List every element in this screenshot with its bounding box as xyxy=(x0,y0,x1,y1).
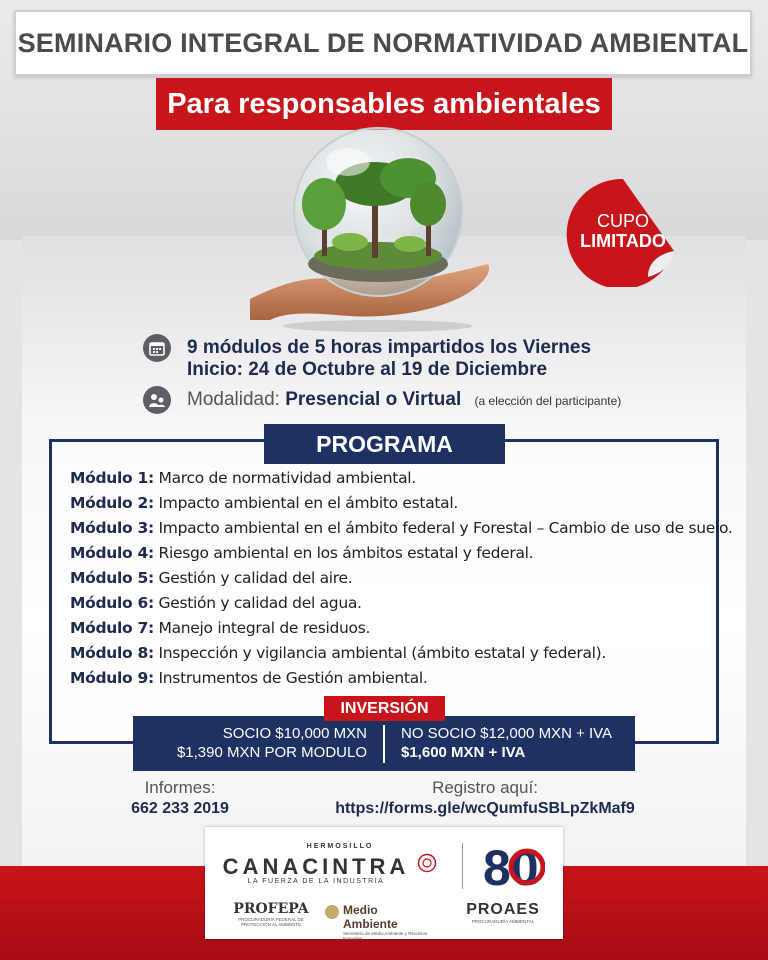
program-header xyxy=(264,424,505,464)
module-item: Módulo 1: Marco de normatividad ambiental. xyxy=(70,469,416,487)
module-item: Módulo 2: Impacto ambiental en el ámbito estatal. xyxy=(70,494,459,512)
subtitle-banner xyxy=(156,78,612,130)
module-item: Módulo 8: Inspección y vigilancia ambiental (ámbito estatal y federal). xyxy=(70,644,607,662)
canacintra-logo: CANACINTRA xyxy=(222,854,410,879)
module-item: Módulo 5: Gestión y calidad del aire. xyxy=(70,569,353,587)
canacintra-city: HERMOSILLO xyxy=(306,843,374,850)
investment-divider xyxy=(383,725,385,763)
badge-line1: CUPO xyxy=(596,211,649,231)
register-label: Registro aquí: xyxy=(432,778,538,797)
page-title: SEMINARIO INTEGRAL DE NORMATIVIDAD AMBIENTAL xyxy=(17,27,749,58)
mexico-seal-icon xyxy=(325,905,339,919)
module-item: Módulo 4: Riesgo ambiental en los ámbitos estatal y federal. xyxy=(70,544,534,562)
globe-illustration xyxy=(250,124,510,334)
module-item: Módulo 3: Impacto ambiental en el ámbito federal y Forestal – Cambio de uso de suelo. xyxy=(70,519,733,537)
socio-module-price: $1,390 MXN POR MODULO xyxy=(176,744,367,761)
investment-header xyxy=(324,696,445,721)
register-link[interactable]: https://forms.gle/wcQumfuSBLpZkMaf9 xyxy=(335,800,635,817)
canacintra-seal-icon xyxy=(417,853,437,873)
people-icon xyxy=(143,386,171,414)
contact-info xyxy=(100,778,260,818)
calendar-icon xyxy=(143,334,171,362)
investment-heading: INVERSIÓN xyxy=(340,699,429,717)
module-item: Módulo 7: Manejo integral de residuos. xyxy=(70,619,371,637)
modality-label: Modalidad: xyxy=(187,389,280,410)
medio-ambiente-logo: Medio Ambiente Secretaría de Medio Ambiente y Recursos Naturales xyxy=(325,903,433,941)
event-details xyxy=(143,334,703,414)
svg-text:80: 80 xyxy=(483,840,539,893)
badge-line2: LIMITADO xyxy=(580,231,666,251)
nosocio-price: NO SOCIO $12,000 MXN + IVA xyxy=(401,725,613,742)
module-item: Módulo 6: Gestión y calidad del agua. xyxy=(70,594,362,612)
module-list xyxy=(70,466,733,691)
modality-note: (a elección del participante) xyxy=(474,394,622,408)
socio-price: SOCIO $10,000 MXN xyxy=(222,725,367,742)
program-heading: PROGRAMA xyxy=(316,430,453,457)
info-phone[interactable]: 662 233 2019 xyxy=(131,800,229,817)
title-banner xyxy=(14,10,752,76)
proaes-logo: PROAES PROCURADURÍA AMBIENTAL xyxy=(466,901,540,924)
modality-value: Presencial o Virtual xyxy=(285,389,462,410)
anniversary-80-logo xyxy=(483,835,545,893)
info-label: Informes: xyxy=(144,778,216,797)
cupo-limitado-badge xyxy=(564,177,682,287)
subtitle-text: Para responsables ambientales xyxy=(167,87,601,120)
logo-divider xyxy=(462,843,463,889)
schedule-line2: Inicio: 24 de Octubre al 19 de Diciembre xyxy=(187,359,548,380)
module-item: Módulo 9: Instrumentos de Gestión ambiental. xyxy=(70,669,428,687)
profepa-logo: PROFEPA PROCURADURÍA FEDERAL DE PROTECCIÓN AL AMBIENTE xyxy=(233,901,309,927)
canacintra-tagline: LA FUERZA DE LA INDUSTRIA xyxy=(247,878,385,885)
nosocio-module-price: $1,600 MXN + IVA xyxy=(401,744,526,761)
investment-box xyxy=(133,716,635,771)
sponsor-logos xyxy=(205,827,563,939)
registration-info xyxy=(320,778,650,818)
schedule-line1: 9 módulos de 5 horas impartidos los Viernes xyxy=(187,337,592,358)
